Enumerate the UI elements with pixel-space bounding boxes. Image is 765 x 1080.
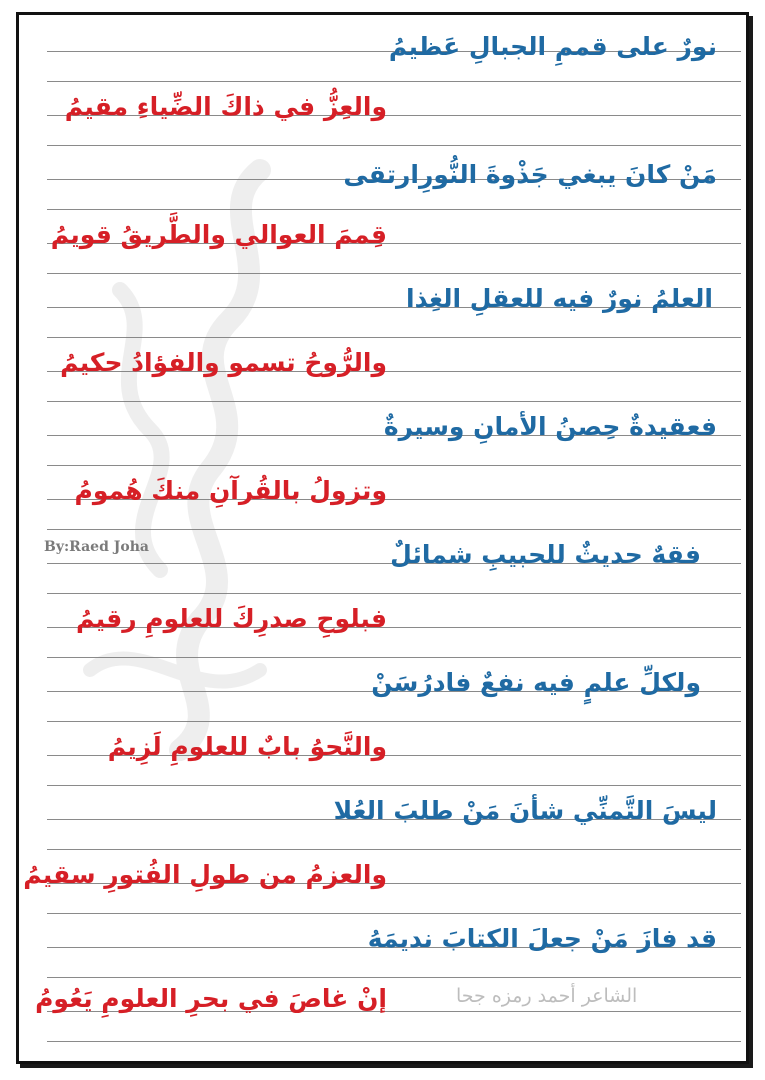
poem-line: والعِزُّ في ذاكَ الضِّياءِ مقيمُ: [64, 92, 387, 121]
ruled-line: [47, 145, 741, 146]
poem-line: قد فازَ مَنْ جعلَ الكتابَ نديمَهُ: [367, 924, 717, 953]
ruled-line: [47, 81, 741, 82]
poem-line: وتزولُ بالقُرآنِ منكَ هُمومُ: [74, 476, 387, 505]
ruled-line: [47, 849, 741, 850]
poem-line: فقهٌ حديثٌ للحبيبِ شمائلٌ: [390, 540, 701, 569]
poem-line: فبلوحِ صدرِكَ للعلومِ رقيمُ: [76, 604, 387, 633]
poem-line: العلمُ نورٌ فيه للعقلِ الغِذا: [406, 284, 713, 313]
ruled-line: [47, 977, 741, 978]
ruled-line: [47, 785, 741, 786]
poem-line: قِممَ العوالي والطَّريقُ قويمُ: [50, 220, 387, 249]
poem-line: فعقيدةٌ حِصنُ الأمانِ وسيرةٌ: [383, 412, 717, 441]
ruled-line: [47, 1041, 741, 1042]
ruled-line: [47, 913, 741, 914]
poem-line: ليسَ التَّمنِّي شأنَ مَنْ طلبَ العُلا: [333, 796, 717, 825]
poet-signature: الشاعر أحمد رمزه جحا: [456, 985, 638, 1007]
poem-line: والنَّحوُ بابٌ للعلومِ لَزِيمُ: [107, 732, 387, 761]
poem-line: والرُّوحُ تسمو والفؤادُ حكيمُ: [60, 348, 387, 377]
poem-line: والعزمُ من طولِ الفُتورِ سقيمُ: [23, 860, 387, 889]
poem-line: نورٌ على قممِ الجبالِ عَظيمُ: [388, 32, 717, 61]
poem-line: مَنْ كانَ يبغي جَذْوةَ النُّورِارتقى: [343, 160, 717, 189]
poem-line: ولكلِّ علمٍ فيه نفعٌ فادرُسَنْ: [371, 668, 701, 697]
author-credit: By:Raed Joha: [44, 539, 149, 555]
poem-line: إنْ غاصَ في بحرِ العلومِ يَعُومُ: [35, 984, 387, 1013]
